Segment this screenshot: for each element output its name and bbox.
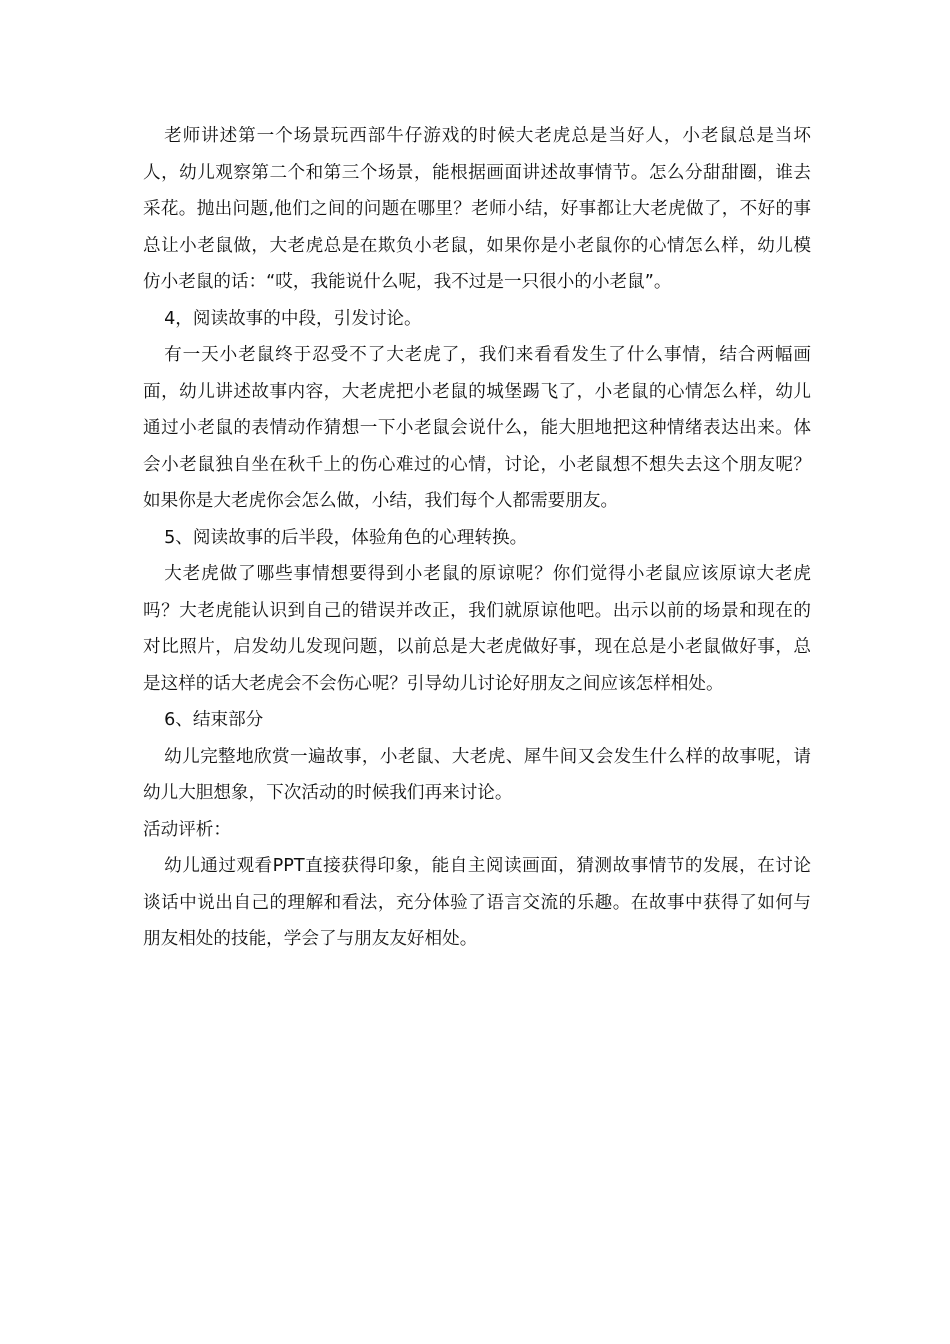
document-body — [143, 118, 811, 958]
paragraph-scene-story: 老师讲述第一个场景玩西部牛仔游戏的时候大老虎总是当好人，小老鼠总是当坏人，幼儿观察第二个和第三个场景，能根据画面讲述故事情节。怎么分甜甜圈，谁去采花。抛出问题,他们之间的问题在哪里？老师小结，好事都让大老虎做了，不好的事总让小老鼠做，大老虎总是在欺负小老鼠，如果你是小老鼠你的心情怎么样，幼儿模仿小老鼠的话：“哎，我能说什么呢，我不过是一只很小的小老鼠”。 — [143, 126, 811, 292]
paragraph-late-story: 大老虎做了哪些事情想要得到小老鼠的原谅呢？你们觉得小老鼠应该原谅大老虎吗？大老虎能认识到自己的错误并改正，我们就原谅他吧。出示以前的场景和现在的对比照片，启发幼儿发现问题，以前总是大老虎做好事，现在总是小老鼠做好事，总是这样的话大老虎会不会伤心呢？引导幼儿讨论好朋友之间应该怎样相处。 — [143, 564, 811, 694]
evaluation-label: 活动评析： — [143, 819, 231, 840]
paragraph-ending: 幼儿完整地欣赏一遍故事，小老鼠、大老虎、犀牛间又会发生什么样的故事呢，请幼儿大胆想象，下次活动的时候我们再来讨论。 — [143, 746, 811, 803]
step-4-heading: 4，阅读故事的中段，引发讨论。 — [164, 308, 422, 329]
step-5-heading: 5、阅读故事的后半段，体验角色的心理转换。 — [164, 527, 528, 548]
paragraph-middle-story: 有一天小老鼠终于忍受不了大老虎了，我们来看看发生了什么事情，结合两幅画面，幼儿讲述故事内容，大老虎把小老鼠的城堡踢飞了，小老鼠的心情怎么样，幼儿通过小老鼠的表情动作猜想一下小老鼠会说什么，能大胆地把这种情绪表达出来。体会小老鼠独自坐在秋千上的伤心难过的心情，讨论，小老鼠想不想失去这个朋友呢？如果你是大老虎你会怎么做，小结，我们每个人都需要朋友。 — [143, 345, 811, 511]
step-6-heading: 6、结束部分 — [164, 710, 264, 730]
paragraph-evaluation: 幼儿通过观看PPT直接获得印象，能自主阅读画面，猜测故事情节的发展，在讨论谈话中说出自己的理解和看法，充分体验了语言交流的乐趣。在故事中获得了如何与朋友相处的技能，学会了与朋友友好相处。 — [143, 856, 811, 949]
